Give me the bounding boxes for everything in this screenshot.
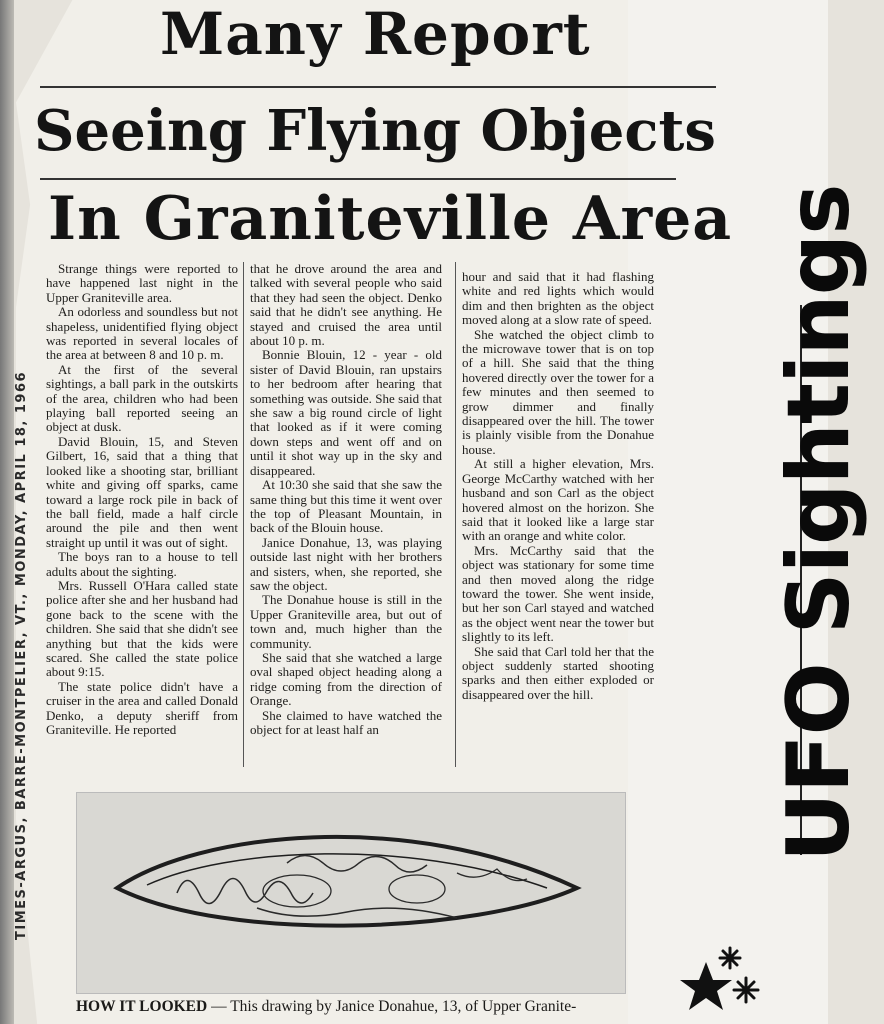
paragraph: At the first of the several sightings, a ball park in the outskirts of the area, children who had been playing ball reported seeing an object at dusk. (46, 361, 238, 435)
paragraph: Janice Donahue, 13, was playing outside last night with her brothers and sisters, when, she reported, she saw the object. (250, 534, 442, 593)
star-decoration-icon (668, 940, 778, 1020)
column-divider (455, 262, 456, 767)
binding-spine (0, 0, 14, 1024)
paragraph: The boys ran to a house to tell adults about the sighting. (46, 549, 238, 579)
headline-line-2: Seeing Flying Objects (34, 98, 716, 164)
ufo-sketch-icon (77, 793, 625, 993)
paragraph: At 10:30 she said that she saw the same thing but this time it went over the top of Pleasant Mountain, in back of the Blouin house. (250, 477, 442, 536)
photo-caption (76, 998, 628, 1016)
paragraph: She watched the object climb to the microwave tower that is on top of a hill. She said that the thing hovered directly over the tower for a few minutes and then seemed to grow dimmer and finally disappeared over the hill. The tower is plainly visible from the Donahue house. (462, 326, 654, 457)
paragraph: The state police didn't have a cruiser in the area and called Donald Denko, a deputy sheriff from Graniteville. He reported (46, 678, 238, 737)
column-divider (243, 262, 244, 767)
headline-rule-1 (40, 86, 716, 88)
paragraph: Strange things were reported to have happened last night in the Upper Graniteville area. (46, 261, 238, 305)
paragraph: Mrs. Russell O'Hara called state police after she and her husband had gone back to the scene with the children. She said that she didn't see anything but that the kids were scared. She called the state police about 9:15. (46, 577, 238, 680)
caption-lead: HOW IT LOOKED (76, 998, 208, 1015)
paragraph: that he drove around the area and talked with several people who said that they had seen the object. Denko said that he didn't see anything. He stayed and cruised the area until about 10 p. m. (250, 261, 442, 349)
paragraph: Bonnie Blouin, 12 - year - old sister of David Blouin, ran upstairs to her bedroom after hearing that something was outside. She said that she saw a big round circle of light that looked as if it were coming down steps and went off and on until it shot way up in the sky and disappeared. (250, 347, 442, 478)
headline-rule-2 (40, 178, 676, 180)
article-column-2 (250, 262, 442, 767)
ufo-sightings-label: UFO Sightings (769, 184, 869, 862)
caption-text: — This drawing by Janice Donahue, 13, of Upper Granite- (207, 998, 577, 1015)
paragraph: At still a higher elevation, Mrs. George McCarthy watched with her husband and son Carl as the object hovered almost on the horizon. She said that it looked like a large star with an orange and white color. (462, 456, 654, 544)
paragraph: The Donahue house is still in the Upper Graniteville area, but out of town and, much higher than the community. (250, 592, 442, 651)
ufo-drawing-image (76, 792, 626, 994)
paragraph: Mrs. McCarthy said that the object was stationary for some time and then moved along the ridge toward the tower. She went inside, but her son Carl stayed and watched as the object went near the tower but slightly to its left. (462, 542, 654, 645)
paragraph: She claimed to have watched the object for at least half an (250, 707, 442, 737)
paragraph: David Blouin, 15, and Steven Gilbert, 16, said that a thing that looked like a shooting star, brilliant white and giving off sparks, came toward a large rock pile in back of the ball field, made a half circle around the pile and then went straight up until it was out of sight. (46, 433, 238, 550)
paragraph: hour and said that it had flashing white and red lights which would dim and then brighten as the object moved along at a slow rate of speed. (462, 269, 654, 328)
headline-line-1: Many Report (160, 0, 591, 68)
paragraph: She said that she watched a large oval shaped object heading along a ridge coming from the direction of Orange. (250, 649, 442, 709)
paragraph: An odorless and soundless but not shapeless, unidentified flying object was reported in several locales of the area at between 8 and 10 p. m. (46, 304, 238, 363)
article-column-3 (462, 270, 654, 775)
paragraph: She said that Carl told her that the object suddenly started shooting sparks and then either exploded or disappeared over the hill. (462, 643, 654, 702)
headline-line-3: In Graniteville Area (48, 184, 733, 254)
article-column-1 (46, 262, 238, 767)
newspaper-dateline: TIMES-ARGUS, BARRE-MONTPELIER, VT., MONDAY, APRIL 18, 1966 (14, 370, 29, 940)
